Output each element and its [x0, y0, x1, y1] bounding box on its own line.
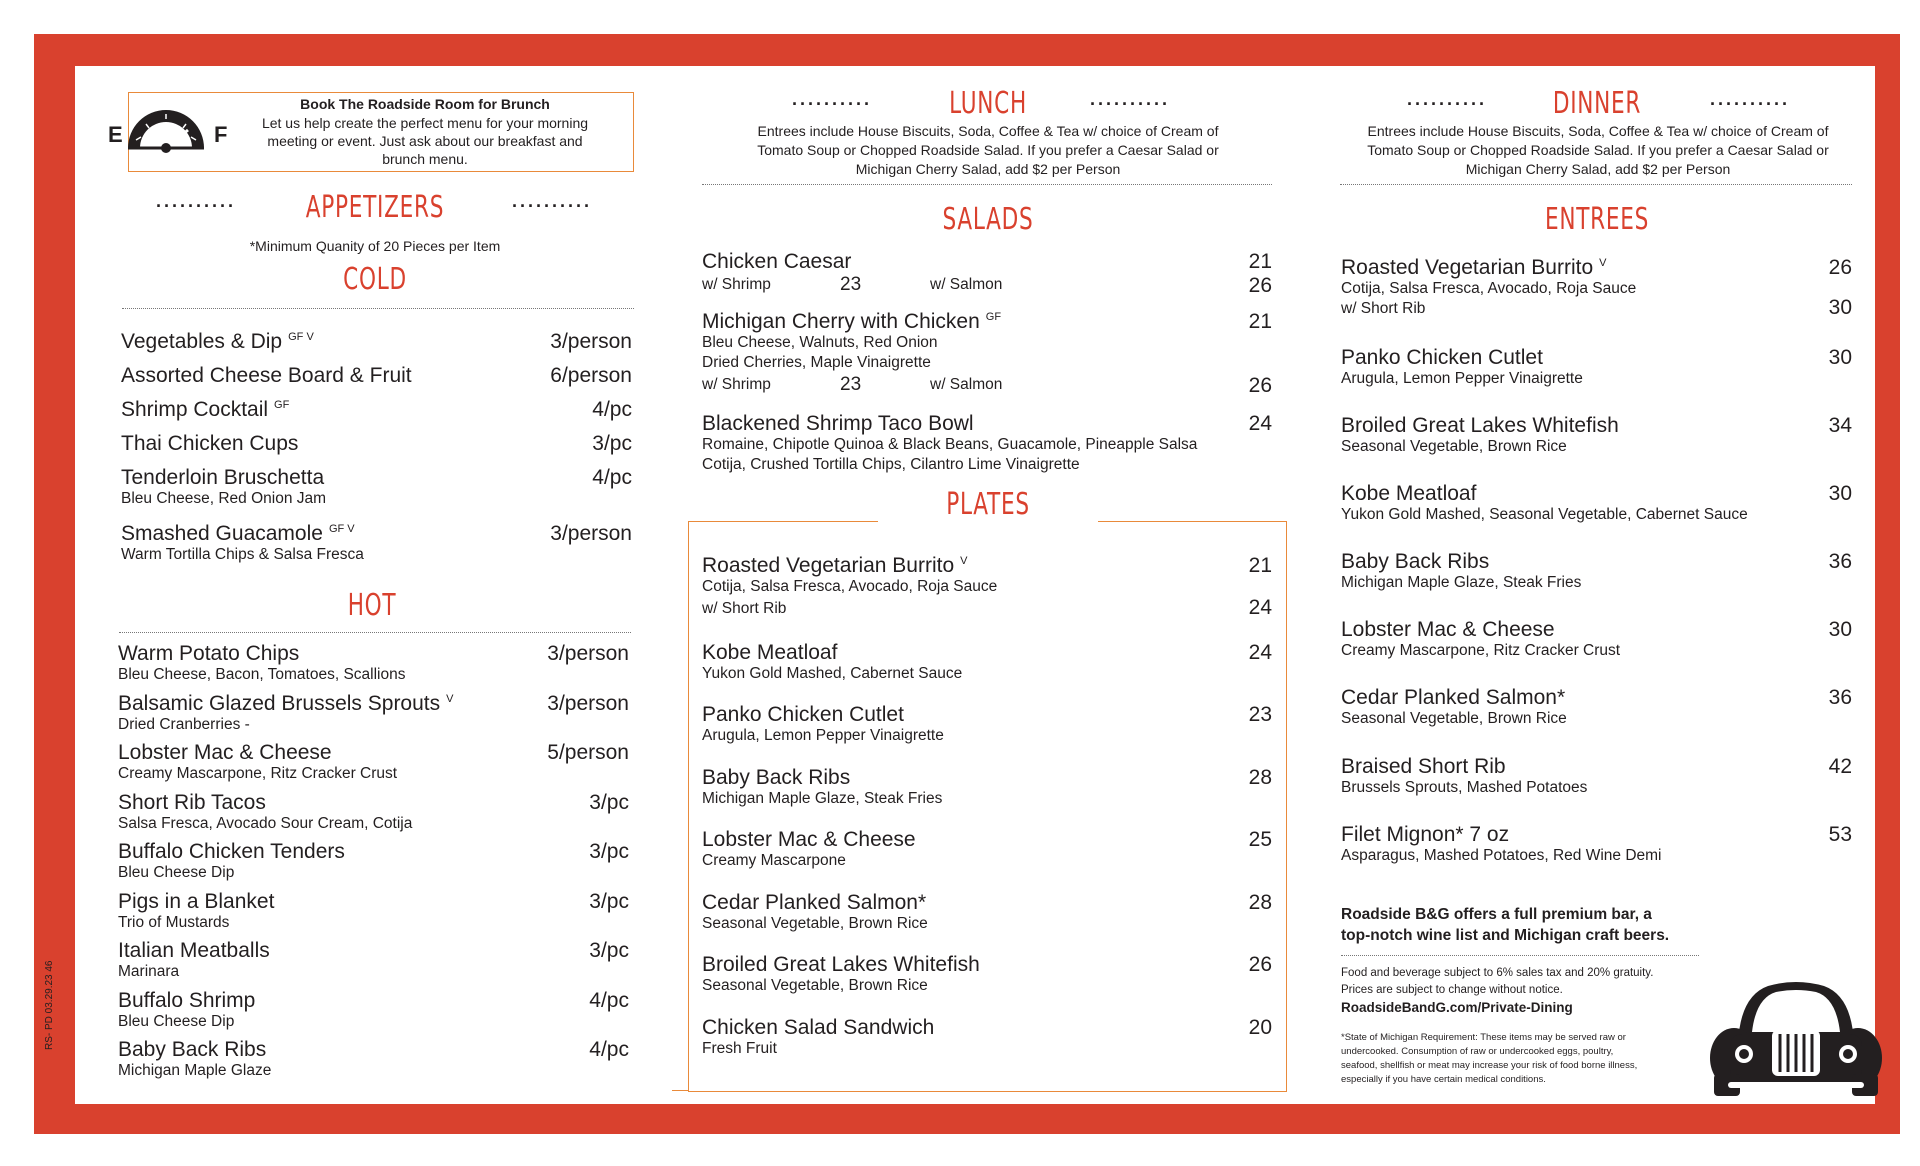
salad-name — [702, 412, 974, 436]
hot-item-name-text: Balsamic Glazed Brussels Sprouts — [118, 691, 441, 715]
hot-item-desc: Dried Cranberries - — [118, 715, 250, 733]
plates-box-top-left — [688, 521, 878, 522]
entree-addon-price: 30 — [1828, 296, 1852, 319]
hot-item-desc: Salsa Fresca, Avocado Sour Cream, Cotija — [118, 814, 413, 832]
entree-name-text: Baby Back Ribs — [1341, 550, 1490, 573]
plate-addon-label: w/ Short Rib — [702, 600, 787, 617]
hot-item-name — [118, 741, 332, 765]
plate-name-text: Broiled Great Lakes Whitefish — [702, 953, 980, 976]
plate-desc: Cotija, Salsa Fresca, Avocado, Roja Sauce — [702, 578, 998, 595]
plate-desc: Seasonal Vegetable, Brown Rice — [702, 915, 928, 932]
salad-price: 21 — [1248, 310, 1272, 333]
entree-desc: Creamy Mascarpone, Ritz Cracker Crust — [1341, 642, 1621, 659]
cold-item-name — [121, 364, 412, 388]
diet-tag: V — [960, 555, 968, 567]
cold-item-name — [121, 522, 355, 546]
salad-price: 21 — [1248, 250, 1272, 273]
hot-item-name-text: Italian Meatballs — [118, 939, 270, 962]
plate-price: 28 — [1248, 891, 1272, 914]
hot-item-desc: Marinara — [118, 963, 180, 980]
entree-desc: Seasonal Vegetable, Brown Rice — [1341, 438, 1567, 455]
shrimp-addon-price: 23 — [840, 374, 862, 395]
diet-tag: GF V — [288, 331, 314, 343]
hot-item-desc: Bleu Cheese, Bacon, Tomatoes, Scallions — [118, 666, 406, 683]
plate-name — [702, 1016, 934, 1040]
cold-item-price: 3/person — [550, 330, 632, 353]
hot-item-price: 3/pc — [589, 790, 629, 814]
cold-item-price: 4/pc — [592, 398, 632, 421]
tax-line-1: Food and beverage subject to 6% sales tax and 20% gratuity. — [1341, 967, 1654, 979]
disclaimer-3: seafood, shellfish or meat may increase your risk of food borne illness, — [1341, 1060, 1638, 1071]
hot-item-price: 3/person — [547, 642, 629, 665]
entree-name-text: Braised Short Rib — [1341, 755, 1506, 778]
plate-name-text: Baby Back Ribs — [702, 766, 851, 789]
hot-item-desc: Creamy Mascarpone, Ritz Cracker Crust — [118, 765, 398, 782]
diet-tag: V — [1599, 257, 1607, 269]
shrimp-addon-label: w/ Shrimp — [702, 376, 771, 393]
cold-item-desc: Bleu Cheese, Red Onion Jam — [121, 490, 327, 507]
hot-item-name — [118, 840, 345, 864]
plate-name — [702, 554, 968, 578]
brunch-text: Let us help create the perfect menu for your morning meeting or event. Just ask about our breakfast and brunch menu. — [261, 115, 589, 167]
hot-item-name-text: Pigs in a Blanket — [118, 889, 275, 913]
cold-item-name — [121, 432, 298, 456]
entree-addon-label: w/ Short Rib — [1341, 300, 1426, 317]
entree-price: 30 — [1828, 346, 1852, 369]
diet-tag: GF — [985, 311, 1002, 323]
plate-name-text: Kobe Meatloaf — [702, 641, 838, 664]
disclaimer-2: undercooked. Consumption of raw or undercooked eggs, poultry, — [1341, 1046, 1614, 1057]
hot-item-name — [118, 890, 274, 914]
cold-item-price: 6/person — [550, 364, 632, 387]
hot-item-name — [118, 791, 266, 815]
salmon-addon-label: w/ Salmon — [930, 376, 1003, 393]
cold-heading: COLD — [343, 262, 407, 297]
entree-desc: Arugula, Lemon Pepper Vinaigrette — [1341, 370, 1583, 387]
diet-tag: GF V — [328, 523, 355, 535]
hot-item-name — [118, 692, 453, 716]
shrimp-addon-label: w/ Shrimp — [702, 276, 771, 293]
lunch-dots-left: ·········· — [792, 94, 872, 114]
hot-item-desc: Bleu Cheese Dip — [118, 1012, 235, 1030]
bar-line-2: top-notch wine list and Michigan craft beers. — [1341, 927, 1670, 944]
salads-heading: SALADS — [942, 202, 1034, 237]
salad-name-text: Chicken Caesar — [702, 250, 852, 273]
vintage-car-icon — [1708, 974, 1884, 1098]
entree-price: 26 — [1828, 256, 1852, 279]
entree-desc: Brussels Sprouts, Mashed Potatoes — [1341, 779, 1588, 796]
plate-name-text: Chicken Salad Sandwich — [702, 1016, 935, 1039]
entree-name — [1341, 346, 1543, 370]
cold-item-price: 3/pc — [592, 432, 632, 455]
entree-desc: Michigan Maple Glaze, Steak Fries — [1341, 574, 1582, 591]
entree-name-text: Cedar Planked Salmon* — [1341, 686, 1566, 709]
salad-price: 24 — [1248, 412, 1272, 435]
lunch-divider — [702, 184, 1272, 185]
cold-item-name-text: Smashed Guacamole — [121, 522, 323, 545]
plate-addon-price: 24 — [1248, 596, 1272, 619]
cold-divider — [122, 308, 634, 309]
diet-tag: V — [446, 692, 454, 705]
cold-item-name-text: Vegetables & Dip — [121, 330, 283, 353]
plate-desc: Fresh Fruit — [702, 1040, 777, 1057]
plate-desc: Seasonal Vegetable, Brown Rice — [702, 977, 928, 994]
cold-item-desc: Warm Tortilla Chips & Salsa Fresca — [121, 546, 364, 563]
hot-item-price: 4/pc — [589, 988, 629, 1012]
hot-item-name-text: Baby Back Ribs — [118, 1038, 267, 1061]
plate-name-text: Cedar Planked Salmon* — [702, 891, 927, 914]
plate-price: 20 — [1248, 1016, 1272, 1039]
plate-desc: Yukon Gold Mashed, Cabernet Sauce — [702, 665, 963, 682]
cold-item-name-text: Shrimp Cocktail — [121, 398, 269, 421]
cold-item-name — [121, 398, 289, 422]
entree-price: 30 — [1828, 618, 1852, 641]
entree-name-text: Panko Chicken Cutlet — [1341, 346, 1543, 369]
dinner-note: Entrees include House Biscuits, Soda, Coffee & Tea w/ choice of Cream of Tomato Soup or Chopped Roadside Salad. If you prefer a Caesar Salad or Michigan Cherry Salad, add $2 per Person — [1367, 123, 1829, 177]
plate-name — [702, 703, 904, 727]
bar-divider — [1341, 955, 1699, 956]
entree-name-text: Broiled Great Lakes Whitefish — [1341, 414, 1619, 437]
dinner-divider — [1340, 184, 1852, 185]
hot-item-name — [118, 939, 270, 963]
plate-price: 25 — [1248, 828, 1272, 851]
plate-price: 24 — [1248, 641, 1272, 664]
hot-item-price: 5/person — [547, 741, 629, 764]
hot-item-name-text: Buffalo Chicken Tenders — [118, 840, 345, 863]
entree-price: 42 — [1828, 755, 1852, 778]
hot-item-desc: Michigan Maple Glaze — [118, 1062, 272, 1079]
entrees-heading: ENTREES — [1544, 202, 1650, 237]
cold-item-name — [121, 466, 324, 490]
entree-name-text: Kobe Meatloaf — [1341, 482, 1477, 505]
hot-item-name-text: Short Rib Tacos — [118, 790, 266, 814]
shrimp-addon-price: 23 — [840, 274, 862, 295]
plate-name — [702, 828, 916, 852]
cold-item-name-text: Thai Chicken Cups — [121, 432, 299, 455]
plate-name — [702, 766, 850, 790]
hot-item-desc: Bleu Cheese Dip — [118, 864, 235, 881]
hot-item-price: 3/person — [547, 691, 629, 715]
gauge-f-label: F — [214, 122, 228, 147]
entree-name-text: Roasted Vegetarian Burrito — [1341, 256, 1594, 279]
entree-price: 36 — [1828, 686, 1852, 709]
appetizers-dots-right: ·········· — [512, 196, 592, 216]
appetizers-heading: APPETIZERS — [305, 190, 445, 225]
hot-item-desc: Trio of Mustards — [118, 913, 230, 931]
cold-item-price: 3/person — [550, 522, 632, 545]
hot-heading: HOT — [347, 588, 397, 623]
plates-box-bottom-extend — [672, 1090, 688, 1091]
bar-line-1: Roadside B&G offers a full premium bar, a — [1341, 906, 1652, 923]
lunch-dots-right: ·········· — [1090, 94, 1170, 114]
cold-item-name-text: Tenderloin Bruschetta — [121, 466, 325, 489]
salad-desc: Romaine, Chipotle Quinoa & Black Beans, Guacamole, Pineapple Salsa — [702, 436, 1198, 453]
hot-item-name-text: Warm Potato Chips — [118, 642, 300, 665]
salad-name-text: Blackened Shrimp Taco Bowl — [702, 412, 974, 435]
plate-name — [702, 891, 926, 915]
entree-desc: Seasonal Vegetable, Brown Rice — [1341, 710, 1567, 727]
diet-tag: GF — [274, 399, 290, 411]
plates-box-top-right — [1098, 521, 1287, 522]
plate-desc: Creamy Mascarpone — [702, 852, 846, 869]
salmon-addon-price: 26 — [1248, 274, 1272, 297]
entree-name — [1341, 823, 1509, 847]
entree-price: 36 — [1828, 550, 1852, 573]
tax-line-2: Prices are subject to change without notice. — [1341, 984, 1563, 996]
entree-name — [1341, 686, 1565, 710]
disclaimer-4: especially if you have certain medical conditions. — [1341, 1074, 1546, 1085]
salad-desc: Cotija, Crushed Tortilla Chips, Cilantro Lime Vinaigrette — [702, 456, 1080, 473]
entree-desc: Asparagus, Mashed Potatoes, Red Wine Demi — [1341, 847, 1662, 864]
salad-name — [702, 310, 1001, 334]
salmon-addon-label: w/ Salmon — [930, 276, 1003, 293]
hot-item-price: 4/pc — [589, 1038, 629, 1061]
salad-name — [702, 250, 851, 274]
hot-divider — [119, 632, 631, 633]
plate-desc: Michigan Maple Glaze, Steak Fries — [702, 790, 943, 807]
entree-name — [1341, 256, 1607, 280]
print-code: RS- PD 03.29.23 46 — [44, 960, 55, 1050]
hot-item-name — [118, 989, 255, 1013]
entree-name — [1341, 482, 1476, 506]
entree-desc: Yukon Gold Mashed, Seasonal Vegetable, Cabernet Sauce — [1341, 506, 1748, 523]
entree-price: 53 — [1828, 823, 1852, 846]
lunch-note: Entrees include House Biscuits, Soda, Coffee & Tea w/ choice of Cream of Tomato Soup or Chopped Roadside Salad. If you prefer a Caesar Salad or Michigan Cherry Salad, add $2 per Person — [757, 123, 1219, 177]
plate-name — [702, 641, 837, 665]
entree-name — [1341, 755, 1506, 779]
appetizers-note: *Minimum Quanity of 20 Pieces per Item — [249, 238, 501, 254]
plate-name-text: Panko Chicken Cutlet — [702, 703, 904, 726]
plates-heading: PLATES — [946, 487, 1030, 522]
plate-name-text: Roasted Vegetarian Burrito — [702, 554, 955, 577]
dinner-dots-left: ·········· — [1407, 94, 1487, 114]
salad-desc: Bleu Cheese, Walnuts, Red Onion — [702, 334, 938, 351]
salad-desc: Dried Cherries, Maple Vinaigrette — [702, 354, 931, 371]
entree-desc: Cotija, Salsa Fresca, Avocado, Roja Sauce — [1341, 280, 1637, 297]
gauge-e-label: E — [108, 122, 123, 147]
plate-price: 28 — [1248, 766, 1272, 789]
plate-price: 23 — [1248, 703, 1272, 726]
salmon-addon-price: 26 — [1248, 374, 1272, 397]
entree-name — [1341, 618, 1555, 642]
plate-price: 21 — [1248, 554, 1272, 577]
hot-item-name — [118, 642, 299, 666]
disclaimer-1: *State of Michigan Requirement: These items may be served raw or — [1341, 1032, 1626, 1043]
plate-name-text: Lobster Mac & Cheese — [702, 828, 916, 851]
lunch-heading: LUNCH — [949, 86, 1027, 121]
dinner-dots-right: ·········· — [1710, 94, 1790, 114]
brunch-title: Book The Roadside Room for Brunch — [300, 96, 550, 112]
fuel-gauge-icon — [106, 100, 226, 160]
entree-name-text: Filet Mignon* 7 oz — [1341, 823, 1510, 846]
hot-item-price: 3/pc — [589, 840, 629, 863]
appetizers-dots-left: ·········· — [156, 196, 236, 216]
hot-item-name-text: Lobster Mac & Cheese — [118, 741, 332, 764]
plate-name — [702, 953, 980, 977]
cold-item-price: 4/pc — [592, 466, 632, 489]
entree-name — [1341, 414, 1619, 438]
plate-price: 26 — [1248, 953, 1272, 976]
hot-item-name-text: Buffalo Shrimp — [118, 988, 256, 1012]
private-dining-link[interactable]: RoadsideBandG.com/Private-Dining — [1341, 1000, 1573, 1015]
cold-item-name — [121, 330, 314, 354]
entree-name — [1341, 550, 1489, 574]
entree-price: 30 — [1828, 482, 1852, 505]
cold-item-name-text: Assorted Cheese Board & Fruit — [121, 364, 412, 387]
hot-item-price: 3/pc — [589, 939, 629, 962]
plate-desc: Arugula, Lemon Pepper Vinaigrette — [702, 727, 944, 744]
entree-price: 34 — [1828, 414, 1852, 437]
entree-name-text: Lobster Mac & Cheese — [1341, 618, 1555, 641]
dinner-heading: DINNER — [1552, 86, 1642, 121]
hot-item-price: 3/pc — [589, 889, 629, 913]
salad-name-text: Michigan Cherry with Chicken — [702, 310, 980, 333]
hot-item-name — [118, 1038, 266, 1062]
